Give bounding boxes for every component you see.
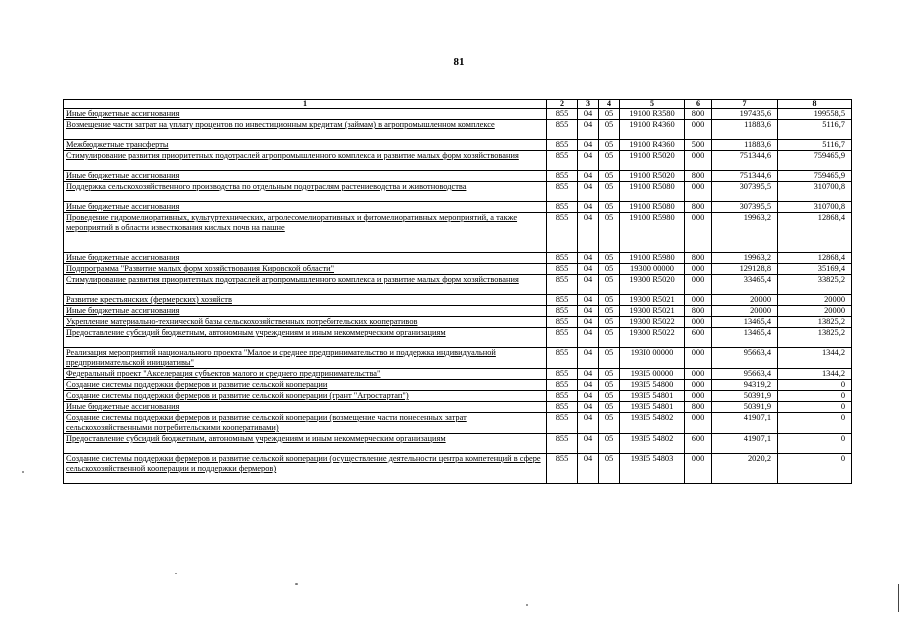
table-row xyxy=(64,380,852,391)
amount-cell: 95663,4 xyxy=(712,369,778,380)
code-cell: 05 xyxy=(599,317,620,328)
amount-cell: 310700,8 xyxy=(778,202,852,213)
code-cell: 19100 R5980 xyxy=(620,213,685,253)
code-cell: 04 xyxy=(578,454,599,484)
code-cell: 855 xyxy=(547,317,578,328)
scan-speck xyxy=(295,583,298,585)
code-cell: 855 xyxy=(547,402,578,413)
code-cell: 19300 R5020 xyxy=(620,275,685,295)
code-cell: 05 xyxy=(599,140,620,151)
code-cell: 855 xyxy=(547,369,578,380)
amount-cell: 759465,9 xyxy=(778,171,852,182)
table-row xyxy=(64,391,852,402)
code-cell: 000 xyxy=(685,295,712,306)
code-cell: 800 xyxy=(685,306,712,317)
code-cell: 04 xyxy=(578,380,599,391)
row-name-cell: Создание системы поддержки фермеров и развитие сельской кооперации (грант "Агростартап") xyxy=(64,391,547,402)
code-cell: 19300 R5022 xyxy=(620,328,685,348)
code-cell: 000 xyxy=(685,369,712,380)
code-cell: 193I5 54803 xyxy=(620,454,685,484)
scan-speck xyxy=(175,573,177,574)
code-cell: 600 xyxy=(685,328,712,348)
code-cell: 04 xyxy=(578,402,599,413)
amount-cell: 12868,4 xyxy=(778,213,852,253)
amount-cell: 0 xyxy=(778,391,852,402)
code-cell: 05 xyxy=(599,402,620,413)
amount-cell: 20000 xyxy=(712,306,778,317)
scan-edge-line xyxy=(898,584,899,612)
amount-cell: 129128,8 xyxy=(712,264,778,275)
amount-cell: 13465,4 xyxy=(712,317,778,328)
code-cell: 05 xyxy=(599,275,620,295)
table-row xyxy=(64,295,852,306)
code-cell: 855 xyxy=(547,253,578,264)
code-cell: 500 xyxy=(685,140,712,151)
amount-cell: 20000 xyxy=(778,306,852,317)
amount-cell: 11883,6 xyxy=(712,120,778,140)
amount-cell: 197435,6 xyxy=(712,109,778,120)
column-header: 6 xyxy=(685,100,712,109)
table-row xyxy=(64,434,852,454)
code-cell: 000 xyxy=(685,413,712,434)
code-cell: 05 xyxy=(599,380,620,391)
code-cell: 193I5 54802 xyxy=(620,434,685,454)
code-cell: 05 xyxy=(599,253,620,264)
code-cell: 19300 R5022 xyxy=(620,317,685,328)
code-cell: 000 xyxy=(685,151,712,171)
row-name-cell: Поддержка сельскохозяйственного производства по отдельным подотраслям растениеводства и животноводства xyxy=(64,182,547,202)
code-cell: 000 xyxy=(685,454,712,484)
amount-cell: 20000 xyxy=(712,295,778,306)
code-cell: 05 xyxy=(599,434,620,454)
code-cell: 855 xyxy=(547,202,578,213)
code-cell: 05 xyxy=(599,109,620,120)
code-cell: 04 xyxy=(578,202,599,213)
code-cell: 04 xyxy=(578,253,599,264)
code-cell: 05 xyxy=(599,213,620,253)
code-cell: 04 xyxy=(578,434,599,454)
amount-cell: 307395,5 xyxy=(712,202,778,213)
row-name-cell: Иные бюджетные ассигнования xyxy=(64,306,547,317)
amount-cell: 95663,4 xyxy=(712,348,778,369)
code-cell: 000 xyxy=(685,213,712,253)
code-cell: 000 xyxy=(685,275,712,295)
row-name-cell: Федеральный проект "Акселерация субъектов малого и среднего предпринимательства" xyxy=(64,369,547,380)
row-name-cell: Межбюджетные трансферты xyxy=(64,140,547,151)
code-cell: 04 xyxy=(578,213,599,253)
code-cell: 855 xyxy=(547,109,578,120)
table-row xyxy=(64,140,852,151)
amount-cell: 50391,9 xyxy=(712,402,778,413)
amount-cell: 751344,6 xyxy=(712,151,778,171)
code-cell: 19100 R5080 xyxy=(620,202,685,213)
code-cell: 600 xyxy=(685,434,712,454)
code-cell: 19100 R5080 xyxy=(620,182,685,202)
code-cell: 855 xyxy=(547,348,578,369)
amount-cell: 0 xyxy=(778,402,852,413)
amount-cell: 759465,9 xyxy=(778,151,852,171)
column-header: 8 xyxy=(778,100,852,109)
code-cell: 000 xyxy=(685,120,712,140)
row-name-cell: Иные бюджетные ассигнования xyxy=(64,402,547,413)
code-cell: 04 xyxy=(578,369,599,380)
code-cell: 000 xyxy=(685,391,712,402)
table-row xyxy=(64,253,852,264)
code-cell: 193I5 54801 xyxy=(620,391,685,402)
code-cell: 19300 00000 xyxy=(620,264,685,275)
amount-cell: 0 xyxy=(778,380,852,391)
code-cell: 04 xyxy=(578,109,599,120)
row-name-cell: Проведение гидромелиоративных, культуртехнических, агролесомелиоративных и фитомелиоративных мероприятий, а также мероприятий в области известкования кислых почв на пашне xyxy=(64,213,547,253)
code-cell: 855 xyxy=(547,413,578,434)
code-cell: 04 xyxy=(578,275,599,295)
code-cell: 19100 R4360 xyxy=(620,140,685,151)
column-header: 5 xyxy=(620,100,685,109)
row-name-cell: Предоставление субсидий бюджетным, автономным учреждениям и иным некоммерческим организациям xyxy=(64,434,547,454)
amount-cell: 12868,4 xyxy=(778,253,852,264)
code-cell: 04 xyxy=(578,295,599,306)
code-cell: 05 xyxy=(599,202,620,213)
table-row xyxy=(64,369,852,380)
table-row xyxy=(64,306,852,317)
amount-cell: 5116,7 xyxy=(778,120,852,140)
row-name-cell: Иные бюджетные ассигнования xyxy=(64,109,547,120)
code-cell: 855 xyxy=(547,380,578,391)
code-cell: 05 xyxy=(599,264,620,275)
code-cell: 855 xyxy=(547,151,578,171)
code-cell: 04 xyxy=(578,328,599,348)
code-cell: 19100 R4360 xyxy=(620,120,685,140)
code-cell: 05 xyxy=(599,171,620,182)
code-cell: 000 xyxy=(685,317,712,328)
code-cell: 05 xyxy=(599,151,620,171)
code-cell: 04 xyxy=(578,120,599,140)
column-header: 3 xyxy=(578,100,599,109)
amount-cell: 0 xyxy=(778,454,852,484)
code-cell: 855 xyxy=(547,120,578,140)
table-row xyxy=(64,348,852,369)
table-row xyxy=(64,454,852,484)
code-cell: 19300 R5021 xyxy=(620,295,685,306)
row-name-cell: Укрепление материально-технической базы сельскохозяйственных потребительских кооперативов xyxy=(64,317,547,328)
table-row xyxy=(64,413,852,434)
code-cell: 855 xyxy=(547,213,578,253)
scan-speck xyxy=(526,604,528,606)
code-cell: 855 xyxy=(547,306,578,317)
code-cell: 855 xyxy=(547,171,578,182)
code-cell: 04 xyxy=(578,171,599,182)
row-name-cell: Иные бюджетные ассигнования xyxy=(64,202,547,213)
code-cell: 05 xyxy=(599,454,620,484)
row-name-cell: Предоставление субсидий бюджетным, автономным учреждениям и иным некоммерческим организациям xyxy=(64,328,547,348)
amount-cell: 19963,2 xyxy=(712,253,778,264)
code-cell: 04 xyxy=(578,151,599,171)
code-cell: 05 xyxy=(599,306,620,317)
code-cell: 05 xyxy=(599,120,620,140)
table-row xyxy=(64,171,852,182)
table-row xyxy=(64,402,852,413)
code-cell: 19300 R5021 xyxy=(620,306,685,317)
code-cell: 800 xyxy=(685,202,712,213)
row-name-cell: Создание системы поддержки фермеров и развитие сельской кооперации xyxy=(64,380,547,391)
row-name-cell: Создание системы поддержки фермеров и развитие сельской кооперации (осуществление деятельности центра компетенций в сфере сельскохозяйственной кооперации и поддержки фермеров) xyxy=(64,454,547,484)
code-cell: 04 xyxy=(578,182,599,202)
table-row xyxy=(64,317,852,328)
amount-cell: 94319,2 xyxy=(712,380,778,391)
code-cell: 800 xyxy=(685,109,712,120)
code-cell: 05 xyxy=(599,348,620,369)
column-header: 2 xyxy=(547,100,578,109)
amount-cell: 199558,5 xyxy=(778,109,852,120)
code-cell: 000 xyxy=(685,348,712,369)
code-cell: 800 xyxy=(685,171,712,182)
code-cell: 855 xyxy=(547,264,578,275)
amount-cell: 33825,2 xyxy=(778,275,852,295)
amount-cell: 13825,2 xyxy=(778,317,852,328)
table-row xyxy=(64,328,852,348)
code-cell: 04 xyxy=(578,348,599,369)
amount-cell: 0 xyxy=(778,413,852,434)
amount-cell: 11883,6 xyxy=(712,140,778,151)
row-name-cell: Подпрограмма "Развитие малых форм хозяйствования Кировской области" xyxy=(64,264,547,275)
code-cell: 04 xyxy=(578,391,599,402)
amount-cell: 307395,5 xyxy=(712,182,778,202)
amount-cell: 1344,2 xyxy=(778,348,852,369)
amount-cell: 1344,2 xyxy=(778,369,852,380)
amount-cell: 41907,1 xyxy=(712,413,778,434)
code-cell: 05 xyxy=(599,328,620,348)
code-cell: 193I5 54801 xyxy=(620,402,685,413)
table-header-row xyxy=(64,100,852,109)
code-cell: 000 xyxy=(685,264,712,275)
amount-cell: 13825,2 xyxy=(778,328,852,348)
code-cell: 855 xyxy=(547,328,578,348)
code-cell: 04 xyxy=(578,317,599,328)
code-cell: 19100 R5020 xyxy=(620,151,685,171)
amount-cell: 13465,4 xyxy=(712,328,778,348)
code-cell: 855 xyxy=(547,295,578,306)
amount-cell: 50391,9 xyxy=(712,391,778,402)
code-cell: 855 xyxy=(547,434,578,454)
table-row xyxy=(64,182,852,202)
scan-speck xyxy=(22,471,24,473)
row-name-cell: Возмещение части затрат на уплату процентов по инвестиционным кредитам (займам) в агропромышленном комплексе xyxy=(64,120,547,140)
page-number: 81 xyxy=(453,56,465,68)
code-cell: 855 xyxy=(547,454,578,484)
code-cell: 19100 R3580 xyxy=(620,109,685,120)
table-row xyxy=(64,120,852,140)
code-cell: 05 xyxy=(599,369,620,380)
code-cell: 05 xyxy=(599,295,620,306)
code-cell: 193I5 00000 xyxy=(620,369,685,380)
row-name-cell: Иные бюджетные ассигнования xyxy=(64,253,547,264)
code-cell: 855 xyxy=(547,391,578,402)
amount-cell: 35169,4 xyxy=(778,264,852,275)
table-row xyxy=(64,213,852,253)
code-cell: 04 xyxy=(578,264,599,275)
amount-cell: 0 xyxy=(778,434,852,454)
code-cell: 855 xyxy=(547,275,578,295)
row-name-cell: Создание системы поддержки фермеров и развитие сельской кооперации (возмещение части понесенных затрат сельскохозяйственными потребительскими кооперативами) xyxy=(64,413,547,434)
row-name-cell: Стимулирование развития приоритетных подотраслей агропромышленного комплекса и развитие малых форм хозяйствования xyxy=(64,151,547,171)
amount-cell: 19963,2 xyxy=(712,213,778,253)
amount-cell: 2020,2 xyxy=(712,454,778,484)
code-cell: 193I5 54802 xyxy=(620,413,685,434)
code-cell: 19100 R5020 xyxy=(620,171,685,182)
row-name-cell: Реализация мероприятий национального проекта "Малое и среднее предпринимательство и поддержка индивидуальной предпринимательской инициативы" xyxy=(64,348,547,369)
code-cell: 19100 R5980 xyxy=(620,253,685,264)
table-row xyxy=(64,275,852,295)
code-cell: 04 xyxy=(578,306,599,317)
row-name-cell: Стимулирование развития приоритетных подотраслей агропромышленного комплекса и развитие малых форм хозяйствования xyxy=(64,275,547,295)
table-row xyxy=(64,151,852,171)
code-cell: 05 xyxy=(599,182,620,202)
amount-cell: 310700,8 xyxy=(778,182,852,202)
code-cell: 000 xyxy=(685,182,712,202)
column-header: 4 xyxy=(599,100,620,109)
code-cell: 05 xyxy=(599,391,620,402)
column-header: 1 xyxy=(64,100,547,109)
code-cell: 193I0 00000 xyxy=(620,348,685,369)
amount-cell: 751344,6 xyxy=(712,171,778,182)
column-header: 7 xyxy=(712,100,778,109)
code-cell: 04 xyxy=(578,413,599,434)
code-cell: 800 xyxy=(685,253,712,264)
amount-cell: 5116,7 xyxy=(778,140,852,151)
code-cell: 800 xyxy=(685,402,712,413)
code-cell: 855 xyxy=(547,182,578,202)
amount-cell: 33465,4 xyxy=(712,275,778,295)
row-name-cell: Иные бюджетные ассигнования xyxy=(64,171,547,182)
code-cell: 000 xyxy=(685,380,712,391)
code-cell: 193I5 54800 xyxy=(620,380,685,391)
amount-cell: 41907,1 xyxy=(712,434,778,454)
code-cell: 855 xyxy=(547,140,578,151)
table-row xyxy=(64,202,852,213)
table-row xyxy=(64,264,852,275)
code-cell: 04 xyxy=(578,140,599,151)
budget-table xyxy=(63,99,852,484)
table-row xyxy=(64,109,852,120)
row-name-cell: Развитие крестьянских (фермерских) хозяйств xyxy=(64,295,547,306)
amount-cell: 20000 xyxy=(778,295,852,306)
code-cell: 05 xyxy=(599,413,620,434)
